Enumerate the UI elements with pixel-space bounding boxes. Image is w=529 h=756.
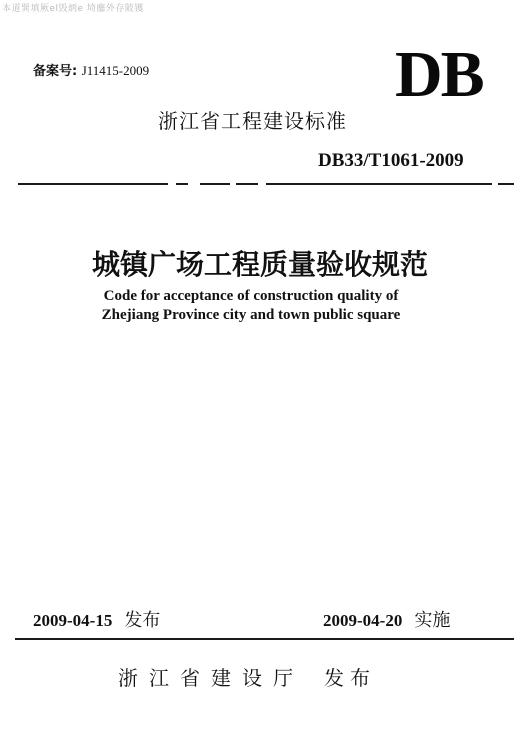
document-title-en-line2: Zhejiang Province city and town public square — [101, 307, 401, 323]
document-title-zh: 城镇广场工程质量验收规范 — [92, 248, 429, 281]
issuer-block — [118, 662, 376, 691]
record-number-value: J11415-2009 — [81, 63, 150, 78]
issuer-name: 浙江省建设厅 — [118, 666, 304, 690]
header-rule-segment — [236, 183, 258, 185]
standard-number: DB33/T1061-2009 — [318, 150, 464, 171]
record-number — [33, 60, 149, 79]
record-number-label: 备案号: — [33, 64, 78, 79]
document-title-en-line1: Code for acceptance of construction quality of — [103, 288, 399, 304]
header-rule-segment — [176, 183, 188, 185]
header-rule-segment — [200, 183, 230, 185]
implement-date: 2009-04-20 — [323, 611, 403, 630]
db-logo: DB — [395, 38, 483, 111]
header-rule-segment — [498, 183, 514, 185]
implement-date-block — [323, 606, 450, 632]
issue-label: 发布 — [124, 610, 161, 631]
header-rule-segment — [18, 183, 168, 185]
issue-date-block — [33, 606, 160, 632]
footer-rule — [15, 638, 514, 640]
document-title-en — [76, 287, 426, 325]
issuer-label: 发布 — [324, 666, 376, 690]
issue-date: 2009-04-15 — [33, 611, 113, 630]
implement-label: 实施 — [414, 610, 451, 631]
standard-category: 浙江省工程建设标准 — [158, 109, 347, 133]
header-rule-segment — [266, 183, 492, 185]
watermark-text: 本道巽填厥el毁炳e 埼鏖外存陂镬 — [2, 4, 144, 14]
